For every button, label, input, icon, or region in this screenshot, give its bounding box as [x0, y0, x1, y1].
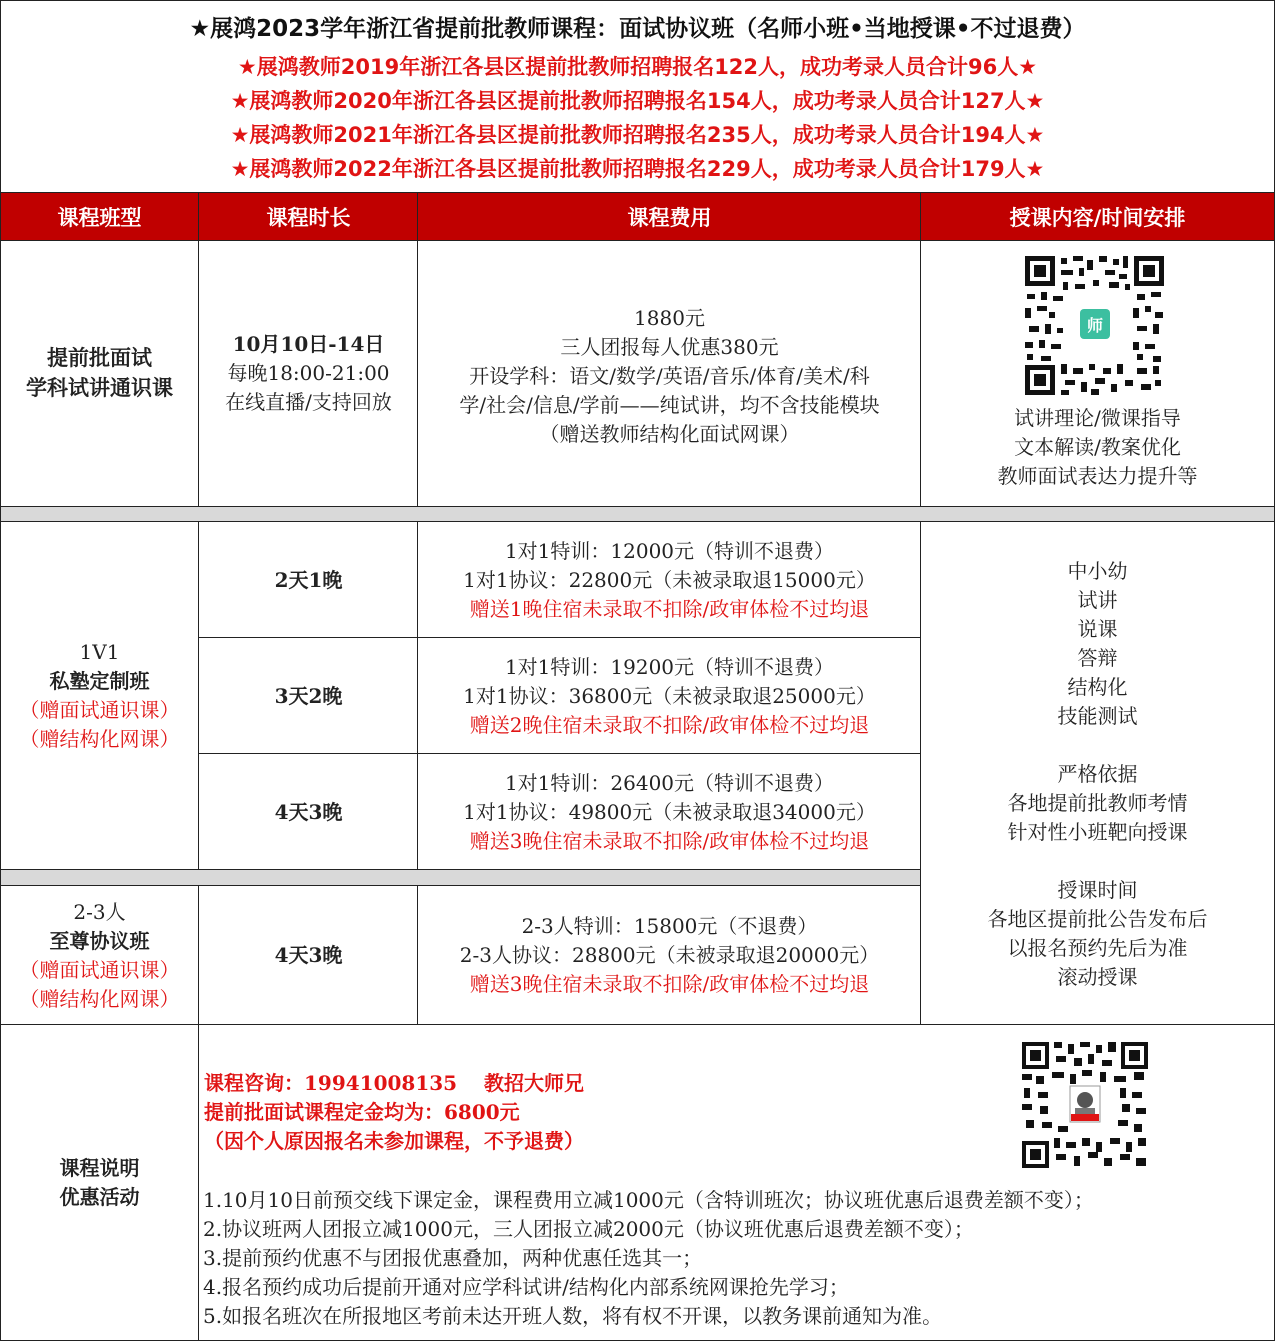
qr-code-2	[1022, 1042, 1148, 1168]
duration-label: 2天1晚	[274, 567, 343, 592]
course3-gift: （赠面试通识课）	[19, 957, 180, 982]
grid-line	[417, 522, 418, 870]
course1-subjects: 开设学科：语文/数学/英语/音乐/体育/美术/科	[469, 363, 870, 388]
course3-type-code: 2-3人	[73, 899, 126, 924]
note-item: 5.如报名班次在所报地区考前未达开班人数，将有权不开课，以教务课前通知为准。	[203, 1304, 943, 1328]
header-fee	[418, 193, 921, 240]
fee-line: 1对1协议：49800元（未被录取退34000元）	[463, 799, 876, 824]
course1-type-line: 学科试讲通识课	[26, 375, 173, 400]
note-item: 2.协议班两人团报立减1000元，三人团报立减2000元（协议班优惠后退费差额不变）；	[203, 1217, 974, 1241]
duration-label: 4天3晚	[274, 943, 343, 967]
course1-mode: 在线直播/支持回放	[225, 389, 392, 414]
content-line: 技能测试	[1057, 704, 1138, 728]
duration-label: 3天2晚	[274, 683, 343, 708]
content-line: 试讲理论/微课指导	[1014, 405, 1181, 430]
page-title-text: ★展鸿2023学年浙江省提前批教师课程：面试协议班（名师小班•当地授课•不过退费）	[189, 16, 1086, 42]
course2-content	[921, 557, 1274, 992]
content-line: 滚动授课	[1057, 965, 1138, 989]
grid-line	[0, 240, 1275, 241]
content-spacer	[921, 731, 1274, 760]
grid-line	[0, 506, 1275, 507]
course1-type-line: 提前批面试	[47, 345, 152, 370]
content-line: 答辩	[1077, 646, 1118, 670]
row-separator	[1, 506, 1274, 522]
row-separator	[1, 870, 921, 886]
fee-line: 1对1特训：12000元（特训不退费）	[504, 538, 835, 563]
fee-line: 1对1协议：22800元（未被录取退15000元）	[463, 567, 876, 592]
course3-duration	[199, 886, 418, 1025]
course1-content	[921, 402, 1274, 492]
course2-type	[0, 522, 199, 870]
course1-duration	[199, 240, 418, 506]
notes-label	[0, 1025, 199, 1340]
table-border	[0, 0, 1, 1341]
content-line: 文本解读/教案优化	[1014, 434, 1181, 459]
grid-line	[199, 637, 921, 638]
no-refund-line: （因个人原因报名未参加课程，不予退费）	[204, 1129, 584, 1153]
qr-logo-label: 师	[1086, 315, 1103, 335]
deposit-line: 提前批面试课程定金均为：6800元	[204, 1100, 520, 1124]
content-line: 各地提前批教师考情	[1007, 791, 1188, 815]
header-course-type	[0, 193, 199, 240]
course2-gift: （赠面试通识课）	[19, 698, 180, 722]
course3-type	[0, 886, 199, 1025]
course1-bonus: （赠送教师结构化面试网课）	[539, 421, 800, 446]
content-line: 中小幼	[1067, 559, 1128, 583]
header-content	[921, 193, 1274, 240]
stat-line: ★展鸿教师2021年浙江各县区提前批教师招聘报名235人，成功考录人员合计194人★	[230, 123, 1045, 147]
grid-line	[198, 522, 199, 870]
course2-gift: （赠结构化网课）	[19, 727, 180, 751]
grid-line	[198, 886, 199, 1025]
course3-gift: （赠结构化网课）	[19, 986, 180, 1011]
course1-discount: 三人团报每人优惠380元	[560, 334, 779, 359]
course1-subjects: 学/社会/信息/学前——纯试讲，均不含技能模块	[459, 392, 880, 417]
table-border	[0, 0, 1275, 1]
course2-fee-3	[418, 754, 921, 870]
header-label: 授课内容/时间安排	[1009, 205, 1186, 230]
fee-gift: 赠送1晚住宿未录取不扣除/政审体检不过均退	[469, 596, 870, 621]
stat-line: ★展鸿教师2019年浙江各县区提前批教师招聘报名122人，成功考录人员合计96人★	[237, 55, 1038, 79]
course1-type	[0, 240, 199, 506]
course3-fee	[418, 886, 921, 1025]
fee-line: 1对1协议：36800元（未被录取退25000元）	[463, 683, 876, 708]
fee-line: 2-3人协议：28800元（未被录取退20000元）	[459, 943, 880, 967]
course3-type-name: 至尊协议班	[49, 928, 150, 953]
content-line: 说课	[1077, 617, 1118, 641]
header-duration	[199, 193, 418, 240]
grid-line	[0, 869, 921, 870]
note-item: 4.报名预约成功后提前开通对应学科试讲/结构化内部系统网课抢先学习；	[203, 1275, 849, 1299]
grid-line	[199, 753, 921, 754]
fee-gift: 赠送3晚住宿未录取不扣除/政审体检不过均退	[469, 828, 870, 853]
notes-label-line: 优惠活动	[59, 1184, 140, 1209]
fee-line: 1对1特训：26400元（特训不退费）	[504, 770, 835, 795]
stats-block	[0, 50, 1275, 186]
grid-line	[198, 193, 199, 506]
note-item: 1.10月10日前预交线下课定金，课程费用立减1000元（含特训班次；协议班优惠后退费差额不变）；	[203, 1188, 1094, 1212]
grid-line	[920, 522, 921, 1025]
content-line: 试讲	[1077, 588, 1118, 612]
duration-label: 4天3晚	[274, 799, 343, 824]
grid-line	[417, 886, 418, 1025]
course1-dates: 10月10日-14日	[232, 331, 385, 356]
notes-contact	[204, 1069, 904, 1156]
content-line: 授课时间	[1057, 878, 1138, 902]
fee-gift: 赠送3晚住宿未录取不扣除/政审体检不过均退	[469, 972, 870, 996]
qr-code-1	[1025, 256, 1164, 395]
page-title	[0, 10, 1275, 43]
content-line: 各地区提前批公告发布后	[987, 907, 1208, 931]
course2-fee-2	[418, 638, 921, 754]
consult-line: 课程咨询：19941008135 教招大师兄	[204, 1071, 585, 1095]
course2-duration-1	[199, 522, 418, 638]
fee-gift: 赠送2晚住宿未录取不扣除/政审体检不过均退	[469, 712, 870, 737]
header-label: 课程时长	[266, 205, 351, 230]
grid-line	[920, 193, 921, 506]
fee-line: 2-3人特训：15800元（不退费）	[521, 914, 818, 938]
course2-type-name: 私塾定制班	[49, 669, 150, 693]
grid-line	[417, 193, 418, 506]
grid-line	[0, 192, 1275, 193]
notes-label-line: 课程说明	[59, 1155, 140, 1180]
note-item: 3.提前预约优惠不与团报优惠叠加，两种优惠任选其一；	[203, 1246, 703, 1270]
course1-price: 1880元	[634, 305, 705, 330]
notes-list	[203, 1186, 1273, 1331]
content-line: 严格依据	[1057, 762, 1138, 786]
content-line: 结构化	[1067, 675, 1128, 699]
grid-line	[0, 521, 1275, 522]
qr-logo-icon	[1080, 309, 1110, 339]
course1-fee	[418, 240, 921, 506]
header-label: 课程费用	[627, 205, 712, 230]
content-line: 针对性小班靶向授课	[1007, 820, 1188, 844]
course2-type-code: 1V1	[79, 640, 120, 664]
stat-line: ★展鸿教师2022年浙江各县区提前批教师招聘报名229人，成功考录人员合计179人★	[230, 157, 1045, 181]
grid-line	[198, 1025, 199, 1341]
stat-line: ★展鸿教师2020年浙江各县区提前批教师招聘报名154人，成功考录人员合计127人★	[230, 89, 1045, 113]
grid-line	[0, 885, 921, 886]
header-label: 课程班型	[57, 205, 142, 230]
content-line: 教师面试表达力提升等	[997, 463, 1198, 488]
content-spacer	[921, 847, 1274, 876]
content-line: 以报名预约先后为准	[1007, 936, 1188, 960]
course2-duration-2	[199, 638, 418, 754]
course1-time: 每晚18:00-21:00	[227, 360, 390, 385]
course2-fee-1	[418, 522, 921, 638]
course2-duration-3	[199, 754, 418, 870]
grid-line	[0, 1024, 1275, 1025]
fee-line: 1对1特训：19200元（特训不退费）	[504, 654, 835, 679]
